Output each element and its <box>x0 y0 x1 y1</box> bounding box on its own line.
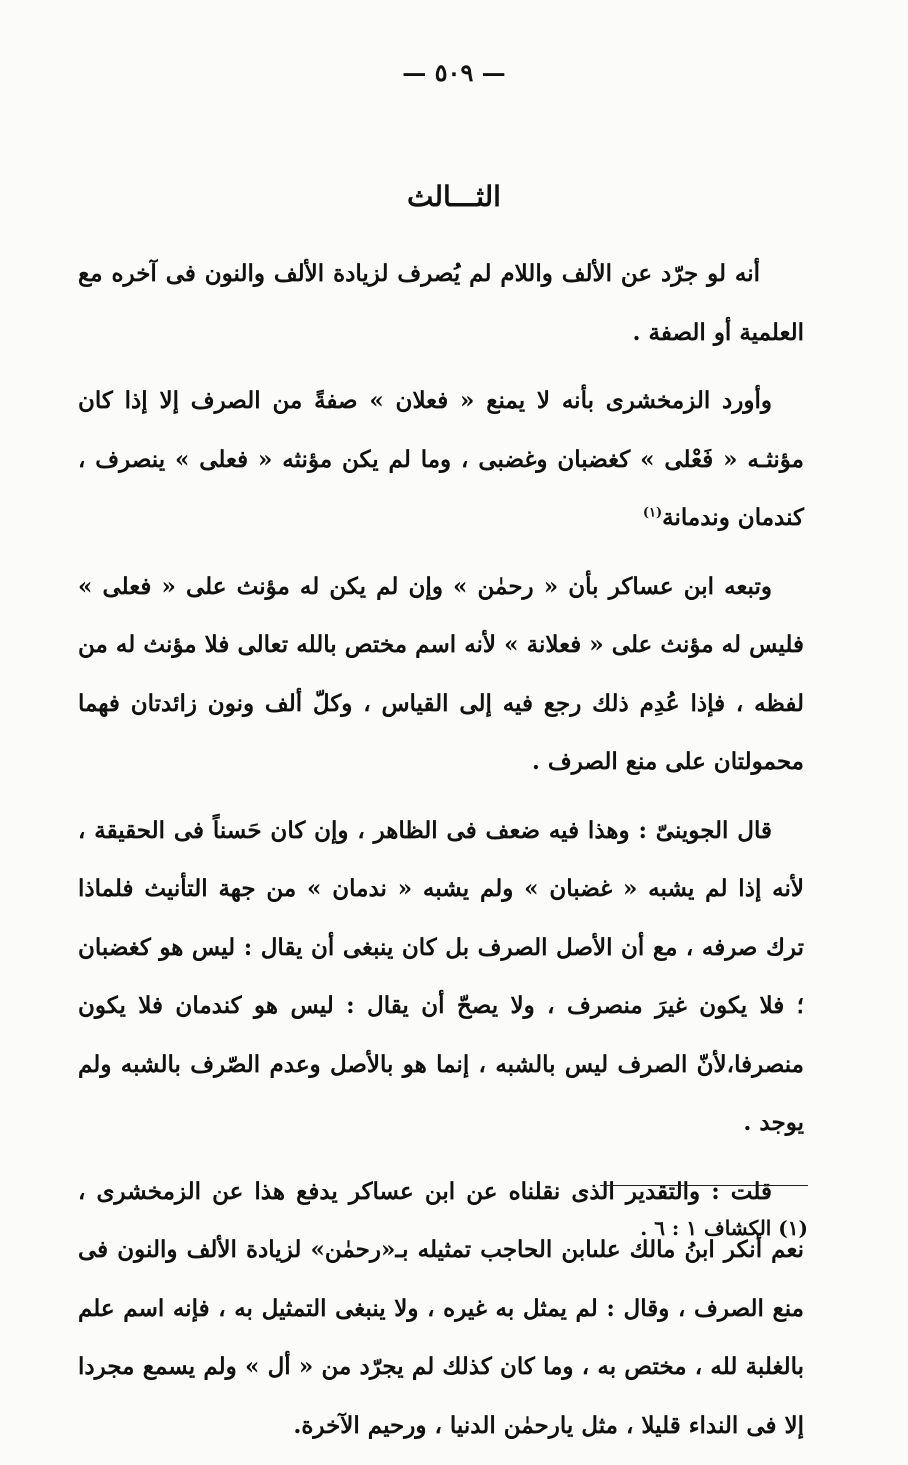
paragraph-2-text: وأورد الزمخشرى بأنه لا يمنع « فعلان » صفةً من الصرف إلا إذا كان مؤنثـه « فَعْلى » كغضبان وغضبى ، وما لم يكن مؤنثه « فعلى » ينصرف ، كندمان وندمانة <box>78 387 804 531</box>
body-text <box>78 245 804 1465</box>
paragraph-4: قال الجوينىّ : وهذا فيه ضعف فى الظاهر ، وإن كان حَسناً فى الحقيقة ، لأنه إذا لم يشبه « غضبان » ولم يشبه « ندمان » من جهة التأنيث فلماذا ترك صرفه ، مع أن الأصل الصرف بل كان ينبغى أن يقال : ليس هو كغضبان ؛ فلا يكون غيرَ منصرف ، ولا يصحّ أن يقال : ليس هو كندمان فلا يكون منصرفا،لأنّ الصرف ليس بالشبه ، إنما هو بالأصل وعدم الصّرف بالشبه ولم يوجد . <box>78 816 804 1136</box>
footnote-divider <box>600 1185 808 1186</box>
footnote: (١) الكشاف ١ : ٦ . <box>640 1216 808 1240</box>
section-title: الثـــالث <box>407 180 501 213</box>
paragraph-2 <box>78 372 804 548</box>
footnote-marker: (١) <box>642 505 663 521</box>
paragraph-1: أنه لو جرّد عن الألف واللام لم يُصرف لزيادة الألف والنون فى آخره مع العلمية أو الصفة . <box>78 260 804 346</box>
paragraph-5: قلت : والتقدير الذى نقلناه عن ابن عساكر يدفع هذا عن الزمخشرى ، نعم أنكر ابنُ مالك علىابن الحاجب تمثيله بـ«رحمٰن» لزيادة الألف والنون فى منع الصرف ، وقال : لم يمثل به غيره ، ولا ينبغى التمثيل به ، فإنه اسم علم بالغلبة لله ، مختص به ، وما كان كذلك لم يجرّد من « أل » ولم يسمع مجردا إلا فى النداء قليلا ، مثل يارحمٰن الدنيا ، ورحيم الآخرة. <box>78 1177 804 1439</box>
paragraph-3: وتبعه ابن عساكر بأن « رحمٰن » وإن لم يكن له مؤنث على « فعلى » فليس له مؤنث على « فعلانة » لأنه اسم مختص بالله تعالى فلا مؤنث له من لفظه ، فإذا عُدِم ذلك رجع فيه إلى القياس ، وكلّ ألف ونون زائدتان فهما محمولتان على منع الصرف . <box>78 572 804 775</box>
page-number: — ٥٠٩ — <box>402 58 506 87</box>
